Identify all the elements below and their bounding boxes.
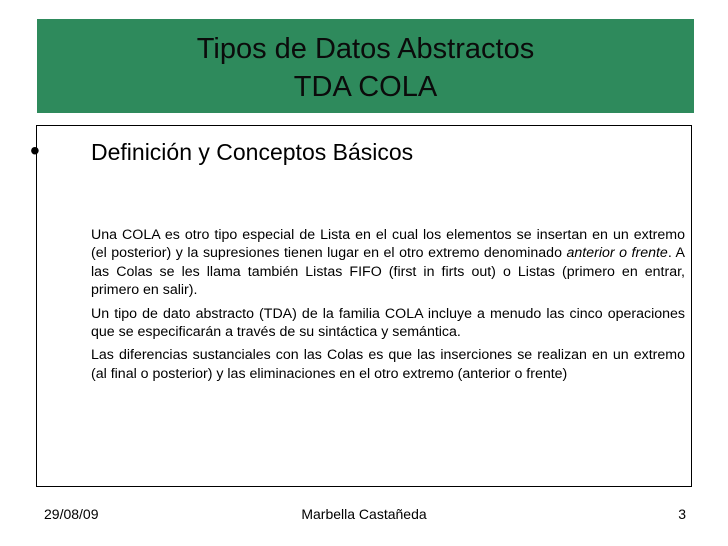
slide-title: [37, 30, 694, 106]
page-number: 3: [678, 506, 686, 522]
paragraph-1-text-a: Una COLA es otro tipo especial de Lista en el cual los elementos se insertan en un extremo (el posterior) y la supresiones tienen lugar en el otro extremo denominado: [91, 227, 685, 262]
paragraph-1-emphasis: anterior o frente: [566, 245, 668, 262]
body-text: [91, 226, 685, 388]
footer-author: Marbella Castañeda: [301, 506, 427, 522]
title-line-2: TDA COLA: [293, 71, 438, 103]
section-heading: Definición y Conceptos Básicos: [91, 139, 414, 165]
footer-date: 29/08/09: [44, 506, 99, 522]
bullet-marker: •: [30, 135, 40, 166]
paragraph-2: Un tipo de dato abstracto (TDA) de la familia COLA incluye a menudo las cinco operaciones que se especificarán a través de su sintáctica y semántica.: [91, 305, 685, 341]
title-line-1: Tipos de Datos Abstractos: [196, 33, 535, 65]
paragraph-1-text-b: . A las Colas se les llama también Listas FIFO (first in firts out) o Listas (primero en entrar, primero en salir).: [91, 245, 685, 299]
paragraph-1: [91, 226, 685, 300]
paragraph-3: Las diferencias sustanciales con las Colas es que las inserciones se realizan en un extremo (al final o posterior) y las eliminaciones en el otro extremo (anterior o frente): [91, 347, 685, 382]
